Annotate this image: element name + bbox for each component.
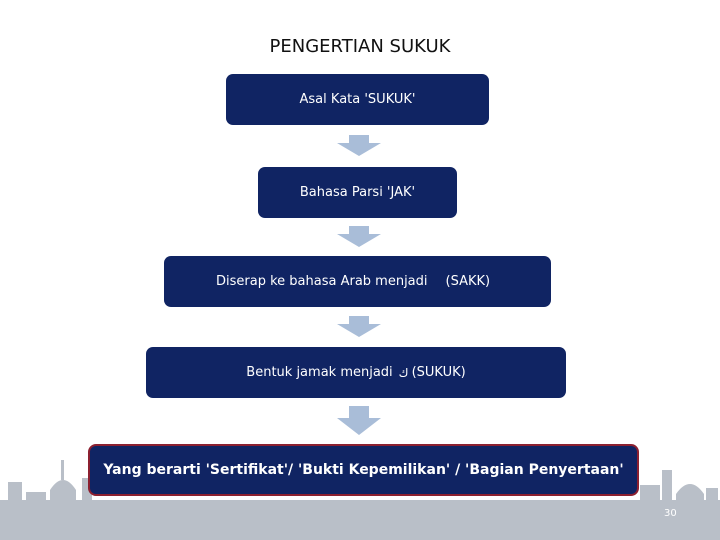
step-box-origin [226,74,489,125]
down-arrow-icon [335,406,383,436]
step-label-term: (SUKUK) [411,365,466,380]
step-box-arab [164,256,551,307]
step-label: Asal Kata 'SUKUK' [299,92,416,107]
step-label: Bentuk jamak menjadi [246,365,393,380]
step-label: Yang berarti 'Sertifikat'/ 'Bukti Kepemilikan' / 'Bagian Penyertaan' [103,462,624,478]
down-arrow-icon [335,316,383,338]
step-label-term: (SAKK) [445,274,491,289]
step-box-meaning [88,444,639,496]
step-box-plural [146,347,566,398]
step-box-parsi [258,167,457,218]
step-label: Diserap ke bahasa Arab menjadi [216,274,428,289]
down-arrow-icon [335,226,383,248]
diagram-title: PENGERTIAN SUKUK [269,36,451,57]
page-number: 30 [664,508,677,519]
step-label: Bahasa Parsi 'JAK' [299,185,416,200]
arabic-glyph: ك [398,365,409,380]
down-arrow-icon [335,135,383,157]
